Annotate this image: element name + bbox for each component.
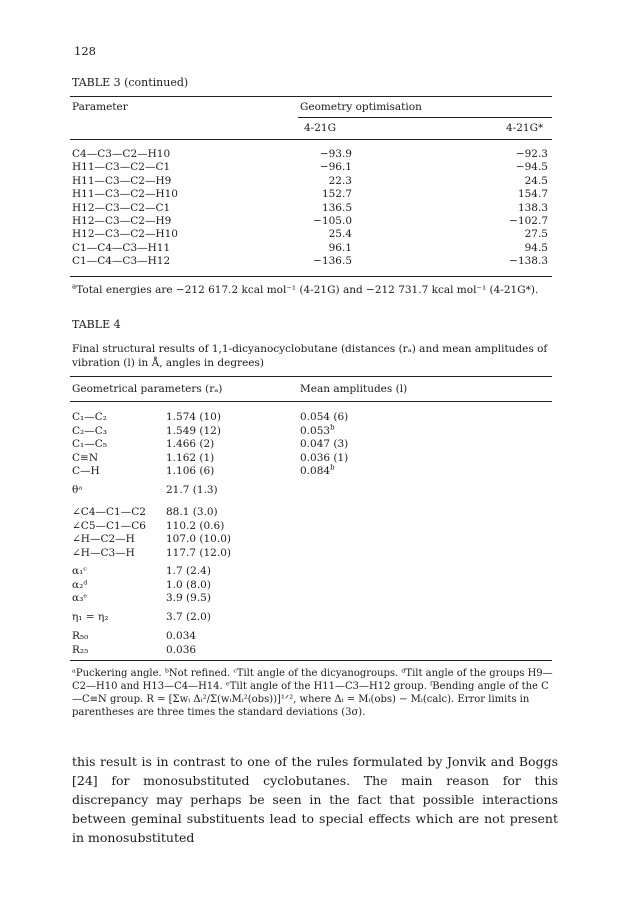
table4-row: [0, 579, 624, 592]
table3-row: [0, 215, 624, 228]
table4-cell-value: 0.036: [166, 643, 197, 656]
table3-cell-4-21g: −93.9: [319, 148, 352, 160]
table4-row: [0, 644, 624, 657]
table4-cell-parameter: C₂—C₃: [72, 424, 107, 437]
table3-cell-4-21g-star: 138.3: [517, 201, 548, 214]
table3-cell-4-21g: 152.7: [321, 188, 352, 201]
table4-cell-amplitude: [300, 411, 348, 424]
table3-footnote: [72, 284, 556, 297]
table3-top-rule: [70, 96, 552, 97]
table4-row: [0, 452, 624, 465]
table3-cell-4-21g-star: 24.5: [524, 174, 548, 187]
table3-cell-4-21g: −136.5: [313, 255, 352, 268]
table4-amplitude-value: 0.054 (6): [300, 411, 349, 423]
table4-cell-parameter: α₁ᶜ: [72, 565, 87, 577]
table4-top-rule: [70, 376, 552, 377]
table4-row: [0, 484, 624, 497]
table4-cell-value: 107.0 (10.0): [166, 533, 231, 545]
table4-bottom-rule: [70, 660, 552, 661]
table4-cell-parameter: R₂₅: [72, 643, 89, 656]
table4-cell-amplitude: [300, 438, 348, 451]
table4-cell-value: 1.0 (8.0): [166, 578, 211, 591]
table4-cell-value: 117.7 (12.0): [166, 546, 231, 559]
table4-row: [0, 506, 624, 519]
table4-row: [0, 411, 624, 424]
table3-group-rule: [298, 117, 552, 118]
table3-cell-4-21g-star: 94.5: [524, 241, 548, 254]
table4-row: [0, 592, 624, 605]
table4-amplitude-value: 0.036 (1): [300, 451, 349, 464]
table4-row: [0, 630, 624, 643]
table4-cell-amplitude: [300, 425, 335, 438]
table3-row: [0, 161, 624, 174]
table4-row: [0, 533, 624, 546]
table4-caption: TABLE 4: [72, 318, 121, 331]
table4-cell-parameter: ∠C5—C1—C6: [72, 519, 146, 532]
table4-cell-value: 3.7 (2.0): [166, 611, 211, 623]
table4-cell-parameter: C₁—C₅: [72, 438, 107, 450]
table4-row: [0, 520, 624, 533]
table3-cell-parameter: H11—C3—C2—H10: [72, 188, 178, 201]
table3-header-4-21g-star: 4-21G*: [506, 122, 544, 134]
table4-cell-value: 110.2 (0.6): [166, 519, 225, 532]
table3-cell-4-21g: 25.4: [328, 228, 352, 241]
table4-amplitude-footnote-mark: b: [330, 423, 335, 431]
table4-cell-parameter: C₁—C₂: [72, 411, 107, 423]
table4-cell-value: 3.9 (9.5): [166, 592, 211, 604]
table4-header-rule: [70, 401, 552, 402]
table3-cell-parameter: H12—C3—C2—C1: [72, 201, 171, 214]
table4-cell-parameter: α₂ᵈ: [72, 578, 88, 591]
table4-footnote: ᵃPuckering angle. ᵇNot refined. ᶜTilt angle of the dicyanogroups. ᵈTilt angle of the groups H9—C2—H10 and H13—C4—H14. ᵉTilt angle of the H11—C3—H12 group. ᶠBending angle of the C—C≡N group. R = [Σwᵢ Δᵢ²/Σ(wᵢMᵢ²(obs))]¹ᐟ², where Δᵢ = Mᵢ(obs) − Mᵢ(calc). Error limits in parentheses are three times the standard deviations (3σ).: [72, 668, 553, 718]
table3-cell-4-21g: −96.1: [319, 161, 352, 174]
table3-header-group: Geometry optimisation: [300, 101, 422, 113]
table3-cell-parameter: H12—C3—C2—H10: [72, 228, 178, 241]
table3-row: [0, 175, 624, 188]
table3-row: [0, 202, 624, 215]
table3-cell-parameter: H11—C3—C2—H9: [72, 174, 172, 187]
table4-row: [0, 465, 624, 478]
table4-cell-value: 1.162 (1): [166, 451, 215, 464]
table4-cell-value: 0.034: [166, 630, 197, 642]
table4-header-amplitudes: Mean amplitudes (l): [300, 383, 408, 395]
table3-row: [0, 255, 624, 268]
table4-header-geometry: Geometrical parameters (rₐ): [72, 383, 223, 395]
table3-cell-parameter: H11—C3—C2—C1: [72, 161, 171, 174]
table3-cell-parameter: C1—C4—C3—H12: [72, 255, 171, 268]
table4-amplitude-value: 0.053: [300, 424, 331, 437]
table4-cell-parameter: C—H: [72, 465, 100, 477]
table4-cell-value: 1.106 (6): [166, 465, 215, 477]
table3-cell-4-21g: 22.3: [328, 174, 352, 187]
table4-amplitude-value: 0.047 (3): [300, 438, 349, 450]
table3-header-4-21g: 4-21G: [304, 122, 336, 134]
table3-cell-parameter: H12—C3—C2—H9: [72, 215, 172, 227]
table3-cell-4-21g-star: −92.3: [515, 148, 548, 160]
table4-amplitude-value: 0.084: [300, 465, 331, 477]
table4-cell-parameter: ∠C4—C1—C2: [72, 506, 146, 518]
table4-row: [0, 438, 624, 451]
body-paragraph: this result is in contrast to one of the rules formulated by Jonvik and Boggs [24] for monosubstituted cyclobutanes. The main reason for this discrepancy may perhaps be seen in the fact that possible interactions between geminal substituents lead to special effects which are not present in monosubstituted: [72, 754, 558, 845]
table3-row: [0, 148, 624, 161]
table4-cell-parameter: θᵃ: [72, 484, 83, 496]
table4-cell-value: 88.1 (3.0): [166, 506, 218, 518]
table3-cell-4-21g: −105.0: [313, 215, 352, 227]
table4-cell-value: 1.549 (12): [166, 424, 221, 437]
table3-cell-parameter: C1—C4—C3—H11: [72, 241, 171, 254]
table3-cell-4-21g-star: 154.7: [517, 188, 548, 201]
page-number: 128: [74, 44, 96, 58]
table3-cell-4-21g-star: −138.3: [509, 255, 548, 268]
table3-header-parameter: Parameter: [72, 101, 128, 113]
table3-cell-parameter: C4—C3—C2—H10: [72, 148, 171, 160]
table3-footnote-mark: a: [72, 282, 77, 291]
table4-row: [0, 547, 624, 560]
table4-cell-value: 1.466 (2): [166, 438, 215, 450]
table3-footnote-text: Total energies are −212 617.2 kcal mol⁻¹ (4-21G) and −212 731.7 kcal mol⁻¹ (4-21G*).: [76, 284, 539, 296]
table4-cell-parameter: ∠H—C2—H: [72, 533, 135, 545]
table4-cell-parameter: C≡N: [72, 451, 99, 464]
table3-cell-4-21g-star: −102.7: [509, 215, 548, 227]
table4-cell-value: 21.7 (1.3): [166, 484, 218, 496]
table4-title: Final structural results of 1,1-dicyanocyclobutane (distances (rₐ) and mean amplitudes of vibration (l) in Å, angles in degrees): [72, 343, 548, 369]
table4-cell-parameter: α₃ᵉ: [72, 592, 88, 604]
table4-cell-amplitude: [300, 465, 335, 478]
table3-header-rule: [70, 139, 552, 140]
table4-row: [0, 565, 624, 578]
table3-cell-4-21g-star: 27.5: [524, 228, 548, 241]
table3-caption: TABLE 3 (continued): [72, 76, 189, 89]
table3-cell-4-21g: 136.5: [321, 201, 352, 214]
table3-bottom-rule: [70, 276, 552, 277]
table4-cell-value: 1.574 (10): [166, 411, 221, 423]
table3-cell-4-21g-star: −94.5: [515, 161, 548, 174]
table3-row: [0, 228, 624, 241]
table3-row: [0, 188, 624, 201]
table4-cell-amplitude: [300, 452, 348, 465]
table4-cell-value: 1.7 (2.4): [166, 565, 211, 577]
table3-row: [0, 242, 624, 255]
table4-amplitude-footnote-mark: b: [330, 463, 335, 472]
table4-cell-parameter: η₁ = η₂: [72, 611, 109, 623]
table4-row: [0, 611, 624, 624]
table3-cell-4-21g: 96.1: [328, 241, 352, 254]
table4-cell-parameter: ∠H—C3—H: [72, 546, 135, 559]
table4-row: [0, 425, 624, 438]
table4-cell-parameter: R₅₀: [72, 630, 89, 642]
